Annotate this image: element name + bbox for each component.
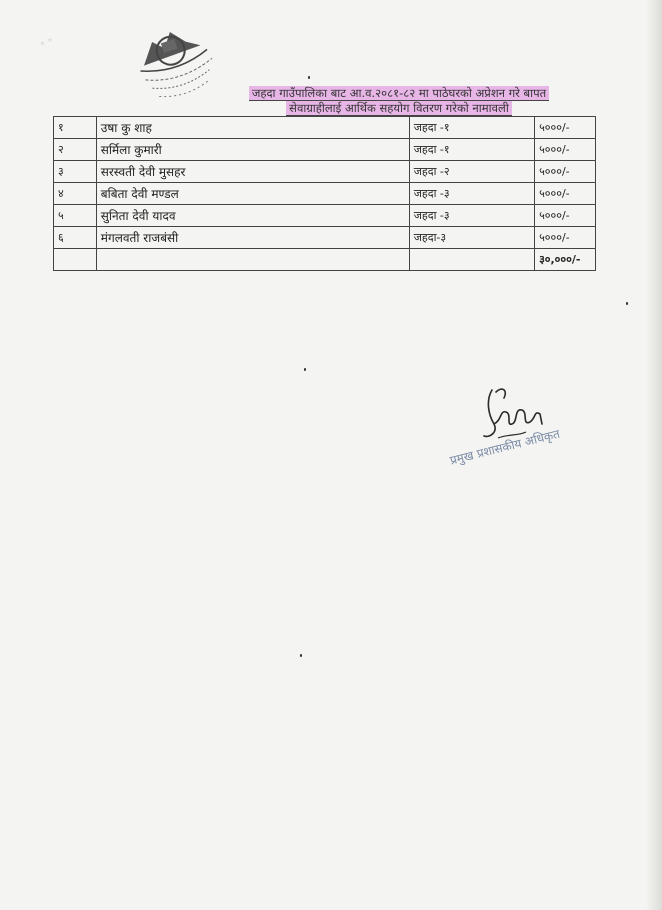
ward-cell: जहदा-३ <box>409 227 534 249</box>
ward-cell: जहदा -३ <box>409 205 534 227</box>
serial-cell: ६ <box>54 227 97 249</box>
paper-speck <box>626 302 628 305</box>
ward-cell: जहदा -२ <box>409 161 534 183</box>
serial-cell: ४ <box>54 183 97 205</box>
table-row <box>54 117 596 139</box>
document-title <box>224 86 574 116</box>
amount-cell: ५०००/- <box>535 205 596 227</box>
amount-cell: ५०००/- <box>535 117 596 139</box>
empty-cell <box>54 249 97 271</box>
name-cell: मंगलवती राजबंसी <box>96 227 409 249</box>
amount-cell: ५०००/- <box>535 183 596 205</box>
ward-cell: जहदा -१ <box>409 117 534 139</box>
table-row <box>54 205 596 227</box>
name-cell: उषा कु शाह <box>96 117 409 139</box>
beneficiary-table <box>53 116 596 271</box>
ward-cell: जहदा -१ <box>409 139 534 161</box>
total-amount-cell: ३०,०००/- <box>535 249 596 271</box>
paper-speck <box>304 368 306 371</box>
table-row <box>54 161 596 183</box>
paper-speck <box>308 76 310 79</box>
designation-stamp: प्रमुख प्रशासकीय अधिकृत <box>448 426 562 468</box>
municipality-seal-logo <box>120 14 230 114</box>
amount-cell: ५०००/- <box>535 161 596 183</box>
table-row <box>54 227 596 249</box>
serial-cell: ५ <box>54 205 97 227</box>
name-cell: सर्मिला कुमारी <box>96 139 409 161</box>
corner-pencil-mark: ◦ ◦ <box>38 35 55 51</box>
name-cell: बबिता देवी मण्डल <box>96 183 409 205</box>
name-cell: सरस्वती देवी मुसहर <box>96 161 409 183</box>
page-edge-shadow <box>646 0 662 910</box>
serial-cell: २ <box>54 139 97 161</box>
title-line-2: सेवाग्राहीलाई आर्थिक सहयोग वितरण गरेको नामावली <box>224 101 574 116</box>
paper-speck <box>300 654 302 657</box>
serial-cell: १ <box>54 117 97 139</box>
title-line-1: जहदा गाउँपालिका बाट आ.व.२०८१-८२ मा पाठेघरको अप्रेशन गरे बापत <box>224 86 574 101</box>
empty-cell <box>96 249 409 271</box>
total-row <box>54 249 596 271</box>
amount-cell: ५०००/- <box>535 139 596 161</box>
amount-cell: ५०००/- <box>535 227 596 249</box>
table-row <box>54 139 596 161</box>
ward-cell: जहदा -३ <box>409 183 534 205</box>
name-cell: सुनिता देवी यादव <box>96 205 409 227</box>
serial-cell: ३ <box>54 161 97 183</box>
table-row <box>54 183 596 205</box>
empty-cell <box>409 249 534 271</box>
